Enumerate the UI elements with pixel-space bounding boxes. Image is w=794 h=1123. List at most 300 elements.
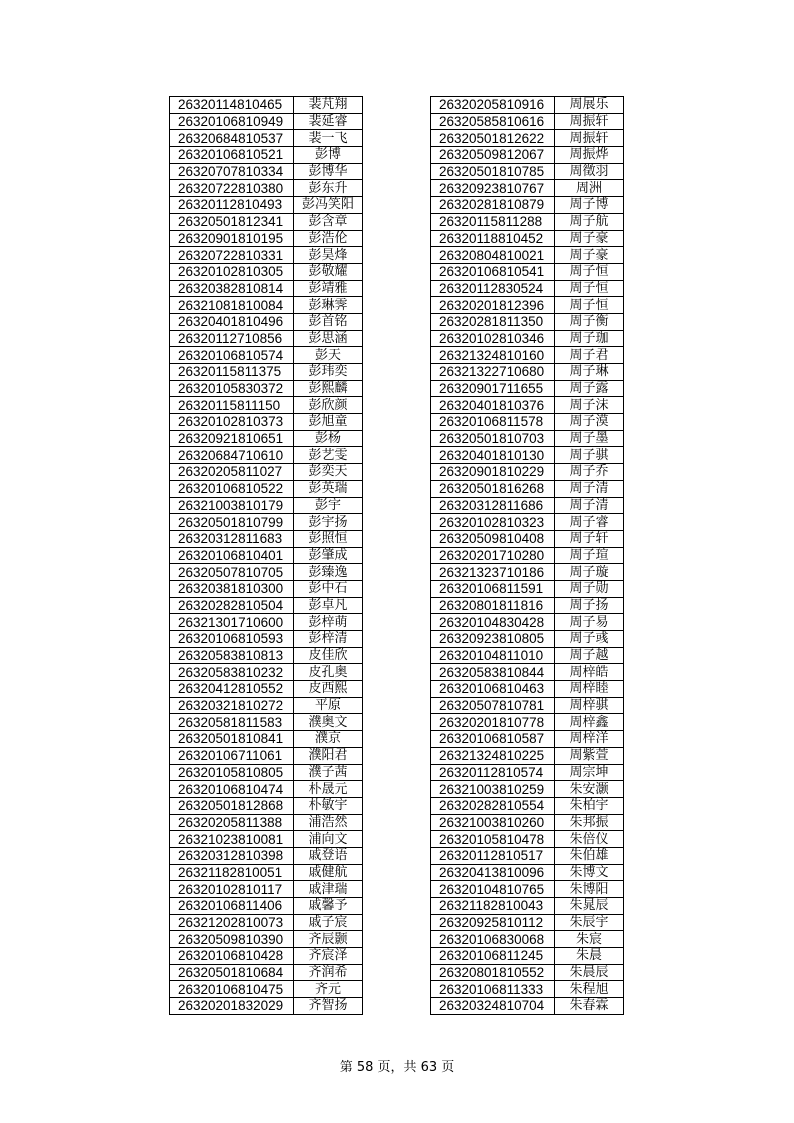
- table-row: [170, 447, 363, 464]
- table-row: [431, 213, 624, 230]
- candidate-id-cell: 26320312811686: [431, 497, 555, 514]
- candidate-id-cell: 26320282810554: [431, 797, 555, 814]
- candidate-id-cell: 26320104811010: [431, 647, 555, 664]
- candidate-id-cell: 26320401810376: [431, 397, 555, 414]
- table-row: [170, 847, 363, 864]
- candidate-name-cell: 朱安灏: [555, 781, 624, 798]
- candidate-name-cell: 彭含章: [294, 213, 363, 230]
- table-row: [170, 747, 363, 764]
- candidate-id-cell: 26320105810805: [170, 764, 294, 781]
- candidate-id-cell: 26320901810195: [170, 230, 294, 247]
- candidate-id-cell: 26320381810300: [170, 580, 294, 597]
- table-row: [431, 147, 624, 164]
- candidate-name-cell: 周子恒: [555, 297, 624, 314]
- candidate-name-cell: 周子越: [555, 647, 624, 664]
- candidate-name-cell: 周梓皓: [555, 664, 624, 681]
- candidate-id-cell: 26320801810552: [431, 964, 555, 981]
- candidate-id-cell: 26320722810380: [170, 180, 294, 197]
- candidate-name-cell: 周宗坤: [555, 764, 624, 781]
- candidate-name-cell: 周子恒: [555, 280, 624, 297]
- candidate-id-cell: 26320501810799: [170, 514, 294, 531]
- candidate-name-cell: 周子扬: [555, 597, 624, 614]
- candidate-name-cell: 周子易: [555, 614, 624, 631]
- candidate-id-cell: 26320106810475: [170, 981, 294, 998]
- candidate-id-cell: 26320501812622: [431, 130, 555, 147]
- candidate-name-cell: 皮佳欣: [294, 647, 363, 664]
- table-row: [431, 130, 624, 147]
- candidate-id-cell: 26320106810401: [170, 547, 294, 564]
- table-row: [170, 197, 363, 214]
- candidate-name-cell: 濮京: [294, 731, 363, 748]
- candidate-id-cell: 26320112810493: [170, 197, 294, 214]
- table-row: [170, 330, 363, 347]
- table-row: [170, 464, 363, 481]
- candidate-name-cell: 周子博: [555, 197, 624, 214]
- table-row: [170, 497, 363, 514]
- table-row: [170, 514, 363, 531]
- candidate-name-cell: 彭琳霁: [294, 297, 363, 314]
- table-row: [170, 547, 363, 564]
- candidate-name-cell: 齐辰颢: [294, 931, 363, 948]
- candidate-name-cell: 彭天: [294, 347, 363, 364]
- candidate-id-cell: 26320501810703: [431, 430, 555, 447]
- table-row: [170, 397, 363, 414]
- table-row: [431, 981, 624, 998]
- table-row: [431, 681, 624, 698]
- candidate-name-cell: 彭冯笑阳: [294, 197, 363, 214]
- candidate-name-cell: 朱程旭: [555, 981, 624, 998]
- table-row: [170, 230, 363, 247]
- candidate-id-cell: 26320281811350: [431, 313, 555, 330]
- candidate-name-cell: 朱邦振: [555, 814, 624, 831]
- candidate-id-cell: 26320106811245: [431, 948, 555, 965]
- candidate-id-cell: 26320106810593: [170, 631, 294, 648]
- table-row: [170, 647, 363, 664]
- candidate-name-cell: 周振烨: [555, 147, 624, 164]
- table-row: [170, 213, 363, 230]
- candidate-name-cell: 周子骐: [555, 447, 624, 464]
- candidate-name-cell: 彭臻逸: [294, 564, 363, 581]
- candidate-name-cell: 彭宇扬: [294, 514, 363, 531]
- table-row: [431, 514, 624, 531]
- candidate-name-cell: 朱宸: [555, 931, 624, 948]
- table-row: [431, 631, 624, 648]
- candidate-id-cell: 26320583810232: [170, 664, 294, 681]
- table-row: [170, 364, 363, 381]
- candidate-id-cell: 26320112810574: [431, 764, 555, 781]
- candidate-name-cell: 彭旭童: [294, 414, 363, 431]
- candidate-id-cell: 26320112830524: [431, 280, 555, 297]
- candidate-name-cell: 戚健航: [294, 864, 363, 881]
- table-row: [170, 163, 363, 180]
- table-row: [431, 964, 624, 981]
- candidate-id-cell: 26320401810130: [431, 447, 555, 464]
- table-row: [170, 97, 363, 114]
- table-row: [431, 898, 624, 915]
- table-row: [431, 414, 624, 431]
- table-row: [170, 948, 363, 965]
- candidate-name-cell: 戚津瑞: [294, 881, 363, 898]
- candidate-id-cell: 26320804810021: [431, 247, 555, 264]
- table-row: [431, 580, 624, 597]
- table-row: [170, 313, 363, 330]
- candidate-name-cell: 周梓鑫: [555, 714, 624, 731]
- candidate-name-cell: 周子豪: [555, 247, 624, 264]
- candidate-name-cell: 齐润希: [294, 964, 363, 981]
- table-row: [170, 247, 363, 264]
- candidate-name-cell: 濮子茜: [294, 764, 363, 781]
- table-row: [170, 964, 363, 981]
- candidate-id-cell: 26321182810051: [170, 864, 294, 881]
- candidate-name-cell: 朱晨: [555, 948, 624, 965]
- table-row: [431, 197, 624, 214]
- candidate-name-cell: 周展乐: [555, 97, 624, 114]
- table-row: [431, 297, 624, 314]
- candidate-id-cell: 26320106810949: [170, 113, 294, 130]
- candidate-id-cell: 26320581811583: [170, 714, 294, 731]
- table-row: [431, 597, 624, 614]
- roster-table-right: [430, 96, 624, 1015]
- candidate-id-cell: 26320102810117: [170, 881, 294, 898]
- candidate-id-cell: 26320201832029: [170, 998, 294, 1015]
- candidate-id-cell: 26320583810813: [170, 647, 294, 664]
- candidate-id-cell: 26320281810879: [431, 197, 555, 214]
- candidate-name-cell: 周子航: [555, 213, 624, 230]
- candidate-id-cell: 26320901711655: [431, 380, 555, 397]
- candidate-name-cell: 彭照恒: [294, 530, 363, 547]
- candidate-id-cell: 26320102810305: [170, 263, 294, 280]
- candidate-name-cell: 周子恒: [555, 263, 624, 280]
- candidate-id-cell: 26320501816268: [431, 480, 555, 497]
- candidate-name-cell: 彭宇: [294, 497, 363, 514]
- candidate-name-cell: 齐宸泽: [294, 948, 363, 965]
- candidate-name-cell: 周振轩: [555, 130, 624, 147]
- table-row: [170, 981, 363, 998]
- candidate-id-cell: 26320501812341: [170, 213, 294, 230]
- table-row: [431, 764, 624, 781]
- candidate-name-cell: 齐智扬: [294, 998, 363, 1015]
- page-footer: 第 58 页，共 63 页: [339, 1060, 455, 1075]
- table-row: [431, 480, 624, 497]
- table-row: [170, 147, 363, 164]
- candidate-name-cell: 彭中石: [294, 580, 363, 597]
- table-row: [431, 97, 624, 114]
- candidate-id-cell: 26320507810781: [431, 697, 555, 714]
- table-row: [431, 364, 624, 381]
- candidate-name-cell: 彭博华: [294, 163, 363, 180]
- candidate-id-cell: 26320501812868: [170, 797, 294, 814]
- candidate-id-cell: 26320115811288: [431, 213, 555, 230]
- table-row: [431, 864, 624, 881]
- candidate-id-cell: 26320321810272: [170, 697, 294, 714]
- candidate-id-cell: 26320501810785: [431, 163, 555, 180]
- candidate-name-cell: 周振轩: [555, 113, 624, 130]
- candidate-id-cell: 26320901810229: [431, 464, 555, 481]
- candidate-id-cell: 26320684810537: [170, 130, 294, 147]
- table-row: [431, 280, 624, 297]
- candidate-name-cell: 裴芃翔: [294, 97, 363, 114]
- candidate-name-cell: 朱博阳: [555, 881, 624, 898]
- candidate-name-cell: 彭英瑞: [294, 480, 363, 497]
- table-row: [431, 180, 624, 197]
- candidate-name-cell: 彭奕天: [294, 464, 363, 481]
- table-row: [170, 297, 363, 314]
- candidate-name-cell: 周子璇: [555, 564, 624, 581]
- candidate-name-cell: 周子沫: [555, 397, 624, 414]
- table-row: [170, 898, 363, 915]
- candidate-id-cell: 26321324810160: [431, 347, 555, 364]
- candidate-name-cell: 彭博: [294, 147, 363, 164]
- candidate-name-cell: 彭浩伦: [294, 230, 363, 247]
- candidate-id-cell: 26320106810574: [170, 347, 294, 364]
- table-row: [170, 731, 363, 748]
- table-row: [431, 998, 624, 1015]
- candidate-name-cell: 彭艺雯: [294, 447, 363, 464]
- candidate-name-cell: 周子勋: [555, 580, 624, 597]
- table-row: [431, 731, 624, 748]
- candidate-id-cell: 26320106810463: [431, 681, 555, 698]
- table-row: [170, 280, 363, 297]
- candidate-name-cell: 周子乔: [555, 464, 624, 481]
- candidate-name-cell: 朴晟元: [294, 781, 363, 798]
- candidate-name-cell: 朱柏宇: [555, 797, 624, 814]
- candidate-name-cell: 周子露: [555, 380, 624, 397]
- candidate-name-cell: 彭东升: [294, 180, 363, 197]
- candidate-name-cell: 濮阳君: [294, 747, 363, 764]
- candidate-id-cell: 26320707810334: [170, 163, 294, 180]
- table-row: [170, 347, 363, 364]
- table-row: [431, 530, 624, 547]
- candidate-name-cell: 周子轩: [555, 530, 624, 547]
- candidate-id-cell: 26320114810465: [170, 97, 294, 114]
- candidate-id-cell: 26320104830428: [431, 614, 555, 631]
- table-row: [431, 447, 624, 464]
- table-row: [431, 330, 624, 347]
- candidate-id-cell: 26320925810112: [431, 914, 555, 931]
- candidate-name-cell: 彭玮奕: [294, 364, 363, 381]
- table-row: [170, 831, 363, 848]
- candidate-id-cell: 26321003810259: [431, 781, 555, 798]
- candidate-name-cell: 皮西熙: [294, 681, 363, 698]
- candidate-name-cell: 朱晨辰: [555, 964, 624, 981]
- candidate-id-cell: 26320115811375: [170, 364, 294, 381]
- candidate-id-cell: 26320324810704: [431, 998, 555, 1015]
- table-row: [431, 697, 624, 714]
- candidate-name-cell: 彭欣颜: [294, 397, 363, 414]
- candidate-id-cell: 26321023810081: [170, 831, 294, 848]
- table-row: [170, 530, 363, 547]
- table-row: [170, 914, 363, 931]
- candidate-name-cell: 皮孔奥: [294, 664, 363, 681]
- candidate-id-cell: 26320106811578: [431, 414, 555, 431]
- candidate-name-cell: 周子睿: [555, 514, 624, 531]
- table-row: [431, 113, 624, 130]
- table-row: [170, 380, 363, 397]
- table-row: [431, 347, 624, 364]
- candidate-name-cell: 彭杨: [294, 430, 363, 447]
- candidate-name-cell: 朱春霖: [555, 998, 624, 1015]
- table-row: [170, 180, 363, 197]
- table-row: [170, 664, 363, 681]
- candidate-id-cell: 26321003810179: [170, 497, 294, 514]
- table-row: [170, 931, 363, 948]
- table-row: [170, 881, 363, 898]
- candidate-name-cell: 周梓睦: [555, 681, 624, 698]
- table-row: [431, 647, 624, 664]
- candidate-name-cell: 周子君: [555, 347, 624, 364]
- table-row: [431, 831, 624, 848]
- table-row: [431, 881, 624, 898]
- candidate-id-cell: 26320923810767: [431, 180, 555, 197]
- candidate-name-cell: 朱晁辰: [555, 898, 624, 915]
- candidate-id-cell: 26321202810073: [170, 914, 294, 931]
- candidate-id-cell: 26320312810398: [170, 847, 294, 864]
- table-row: [170, 564, 363, 581]
- candidate-name-cell: 周徵羽: [555, 163, 624, 180]
- candidate-id-cell: 26320382810814: [170, 280, 294, 297]
- candidate-id-cell: 26320106811333: [431, 981, 555, 998]
- candidate-id-cell: 26320102810323: [431, 514, 555, 531]
- table-row: [170, 263, 363, 280]
- candidate-id-cell: 26320205811027: [170, 464, 294, 481]
- table-row: [431, 948, 624, 965]
- candidate-id-cell: 26320801811816: [431, 597, 555, 614]
- candidate-name-cell: 彭熙麟: [294, 380, 363, 397]
- candidate-name-cell: 彭梓清: [294, 631, 363, 648]
- table-row: [431, 714, 624, 731]
- candidate-id-cell: 26320509810390: [170, 931, 294, 948]
- candidate-id-cell: 26320106810428: [170, 948, 294, 965]
- candidate-name-cell: 濮奥文: [294, 714, 363, 731]
- roster-table-left: [169, 96, 363, 1015]
- candidate-name-cell: 浦向文: [294, 831, 363, 848]
- table-row: [431, 914, 624, 931]
- candidate-name-cell: 彭思涵: [294, 330, 363, 347]
- table-row: [431, 564, 624, 581]
- candidate-name-cell: 彭梓萌: [294, 614, 363, 631]
- candidate-id-cell: 26320205811388: [170, 814, 294, 831]
- table-row: [170, 998, 363, 1015]
- candidate-name-cell: 周子清: [555, 497, 624, 514]
- table-row: [170, 597, 363, 614]
- candidate-id-cell: 26320102810346: [431, 330, 555, 347]
- candidate-id-cell: 26320106810522: [170, 480, 294, 497]
- candidate-id-cell: 26320282810504: [170, 597, 294, 614]
- candidate-name-cell: 彭卓凡: [294, 597, 363, 614]
- candidate-id-cell: 26320105810478: [431, 831, 555, 848]
- candidate-name-cell: 戚馨予: [294, 898, 363, 915]
- table-row: [431, 547, 624, 564]
- candidate-id-cell: 26320201812396: [431, 297, 555, 314]
- candidate-id-cell: 26321323710186: [431, 564, 555, 581]
- candidate-id-cell: 26320102810373: [170, 414, 294, 431]
- candidate-id-cell: 26320413810096: [431, 864, 555, 881]
- candidate-id-cell: 26320401810496: [170, 313, 294, 330]
- candidate-name-cell: 朴敏宇: [294, 797, 363, 814]
- candidate-name-cell: 齐元: [294, 981, 363, 998]
- candidate-name-cell: 周子衡: [555, 313, 624, 330]
- table-row: [170, 781, 363, 798]
- candidate-name-cell: 朱倍仪: [555, 831, 624, 848]
- candidate-id-cell: 26320509810408: [431, 530, 555, 547]
- table-row: [431, 230, 624, 247]
- candidate-id-cell: 26321301710600: [170, 614, 294, 631]
- candidate-id-cell: 26320115811150: [170, 397, 294, 414]
- candidate-id-cell: 26320921810651: [170, 430, 294, 447]
- candidate-name-cell: 彭肇成: [294, 547, 363, 564]
- table-row: [170, 797, 363, 814]
- table-row: [431, 614, 624, 631]
- table-row: [431, 747, 624, 764]
- candidate-id-cell: 26320684710610: [170, 447, 294, 464]
- table-row: [170, 764, 363, 781]
- table-row: [170, 714, 363, 731]
- candidate-name-cell: 周子彧: [555, 631, 624, 648]
- table-row: [431, 313, 624, 330]
- table-row: [170, 697, 363, 714]
- candidate-id-cell: 26321182810043: [431, 898, 555, 915]
- table-row: [431, 397, 624, 414]
- candidate-name-cell: 周子墨: [555, 430, 624, 447]
- table-row: [431, 247, 624, 264]
- table-row: [170, 864, 363, 881]
- candidate-name-cell: 浦浩然: [294, 814, 363, 831]
- table-row: [431, 163, 624, 180]
- candidate-id-cell: 26320923810805: [431, 631, 555, 648]
- candidate-id-cell: 26320312811683: [170, 530, 294, 547]
- table-row: [431, 814, 624, 831]
- table-row: [170, 480, 363, 497]
- table-row: [170, 130, 363, 147]
- candidate-id-cell: 26320501810684: [170, 964, 294, 981]
- candidate-name-cell: 周子珈: [555, 330, 624, 347]
- candidate-id-cell: 26320501810841: [170, 731, 294, 748]
- candidate-id-cell: 26320112810517: [431, 847, 555, 864]
- candidate-name-cell: 戚子宸: [294, 914, 363, 931]
- table-row: [431, 430, 624, 447]
- candidate-id-cell: 26320106830068: [431, 931, 555, 948]
- candidate-name-cell: 周梓洋: [555, 731, 624, 748]
- candidate-id-cell: 26320105830372: [170, 380, 294, 397]
- candidate-name-cell: 周子清: [555, 480, 624, 497]
- candidate-id-cell: 26320583810844: [431, 664, 555, 681]
- table-row: [170, 614, 363, 631]
- candidate-name-cell: 彭昊烽: [294, 247, 363, 264]
- candidate-name-cell: 周子豪: [555, 230, 624, 247]
- candidate-name-cell: 周梓骐: [555, 697, 624, 714]
- candidate-name-cell: 周子瑄: [555, 547, 624, 564]
- candidate-id-cell: 26320412810552: [170, 681, 294, 698]
- candidate-id-cell: 26320106810474: [170, 781, 294, 798]
- candidate-id-cell: 26320201710280: [431, 547, 555, 564]
- table-row: [170, 814, 363, 831]
- candidate-name-cell: 戚登语: [294, 847, 363, 864]
- candidate-name-cell: 平原: [294, 697, 363, 714]
- candidate-id-cell: 26320118810452: [431, 230, 555, 247]
- candidate-id-cell: 26320104810765: [431, 881, 555, 898]
- table-row: [170, 430, 363, 447]
- candidate-id-cell: 26320106711061: [170, 747, 294, 764]
- table-row: [431, 464, 624, 481]
- candidate-name-cell: 朱伯雄: [555, 847, 624, 864]
- candidate-id-cell: 26320507810705: [170, 564, 294, 581]
- candidate-id-cell: 26320106811406: [170, 898, 294, 915]
- candidate-id-cell: 26321324810225: [431, 747, 555, 764]
- candidate-id-cell: 26321003810260: [431, 814, 555, 831]
- table-row: [431, 781, 624, 798]
- candidate-id-cell: 26320106810521: [170, 147, 294, 164]
- table-row: [431, 664, 624, 681]
